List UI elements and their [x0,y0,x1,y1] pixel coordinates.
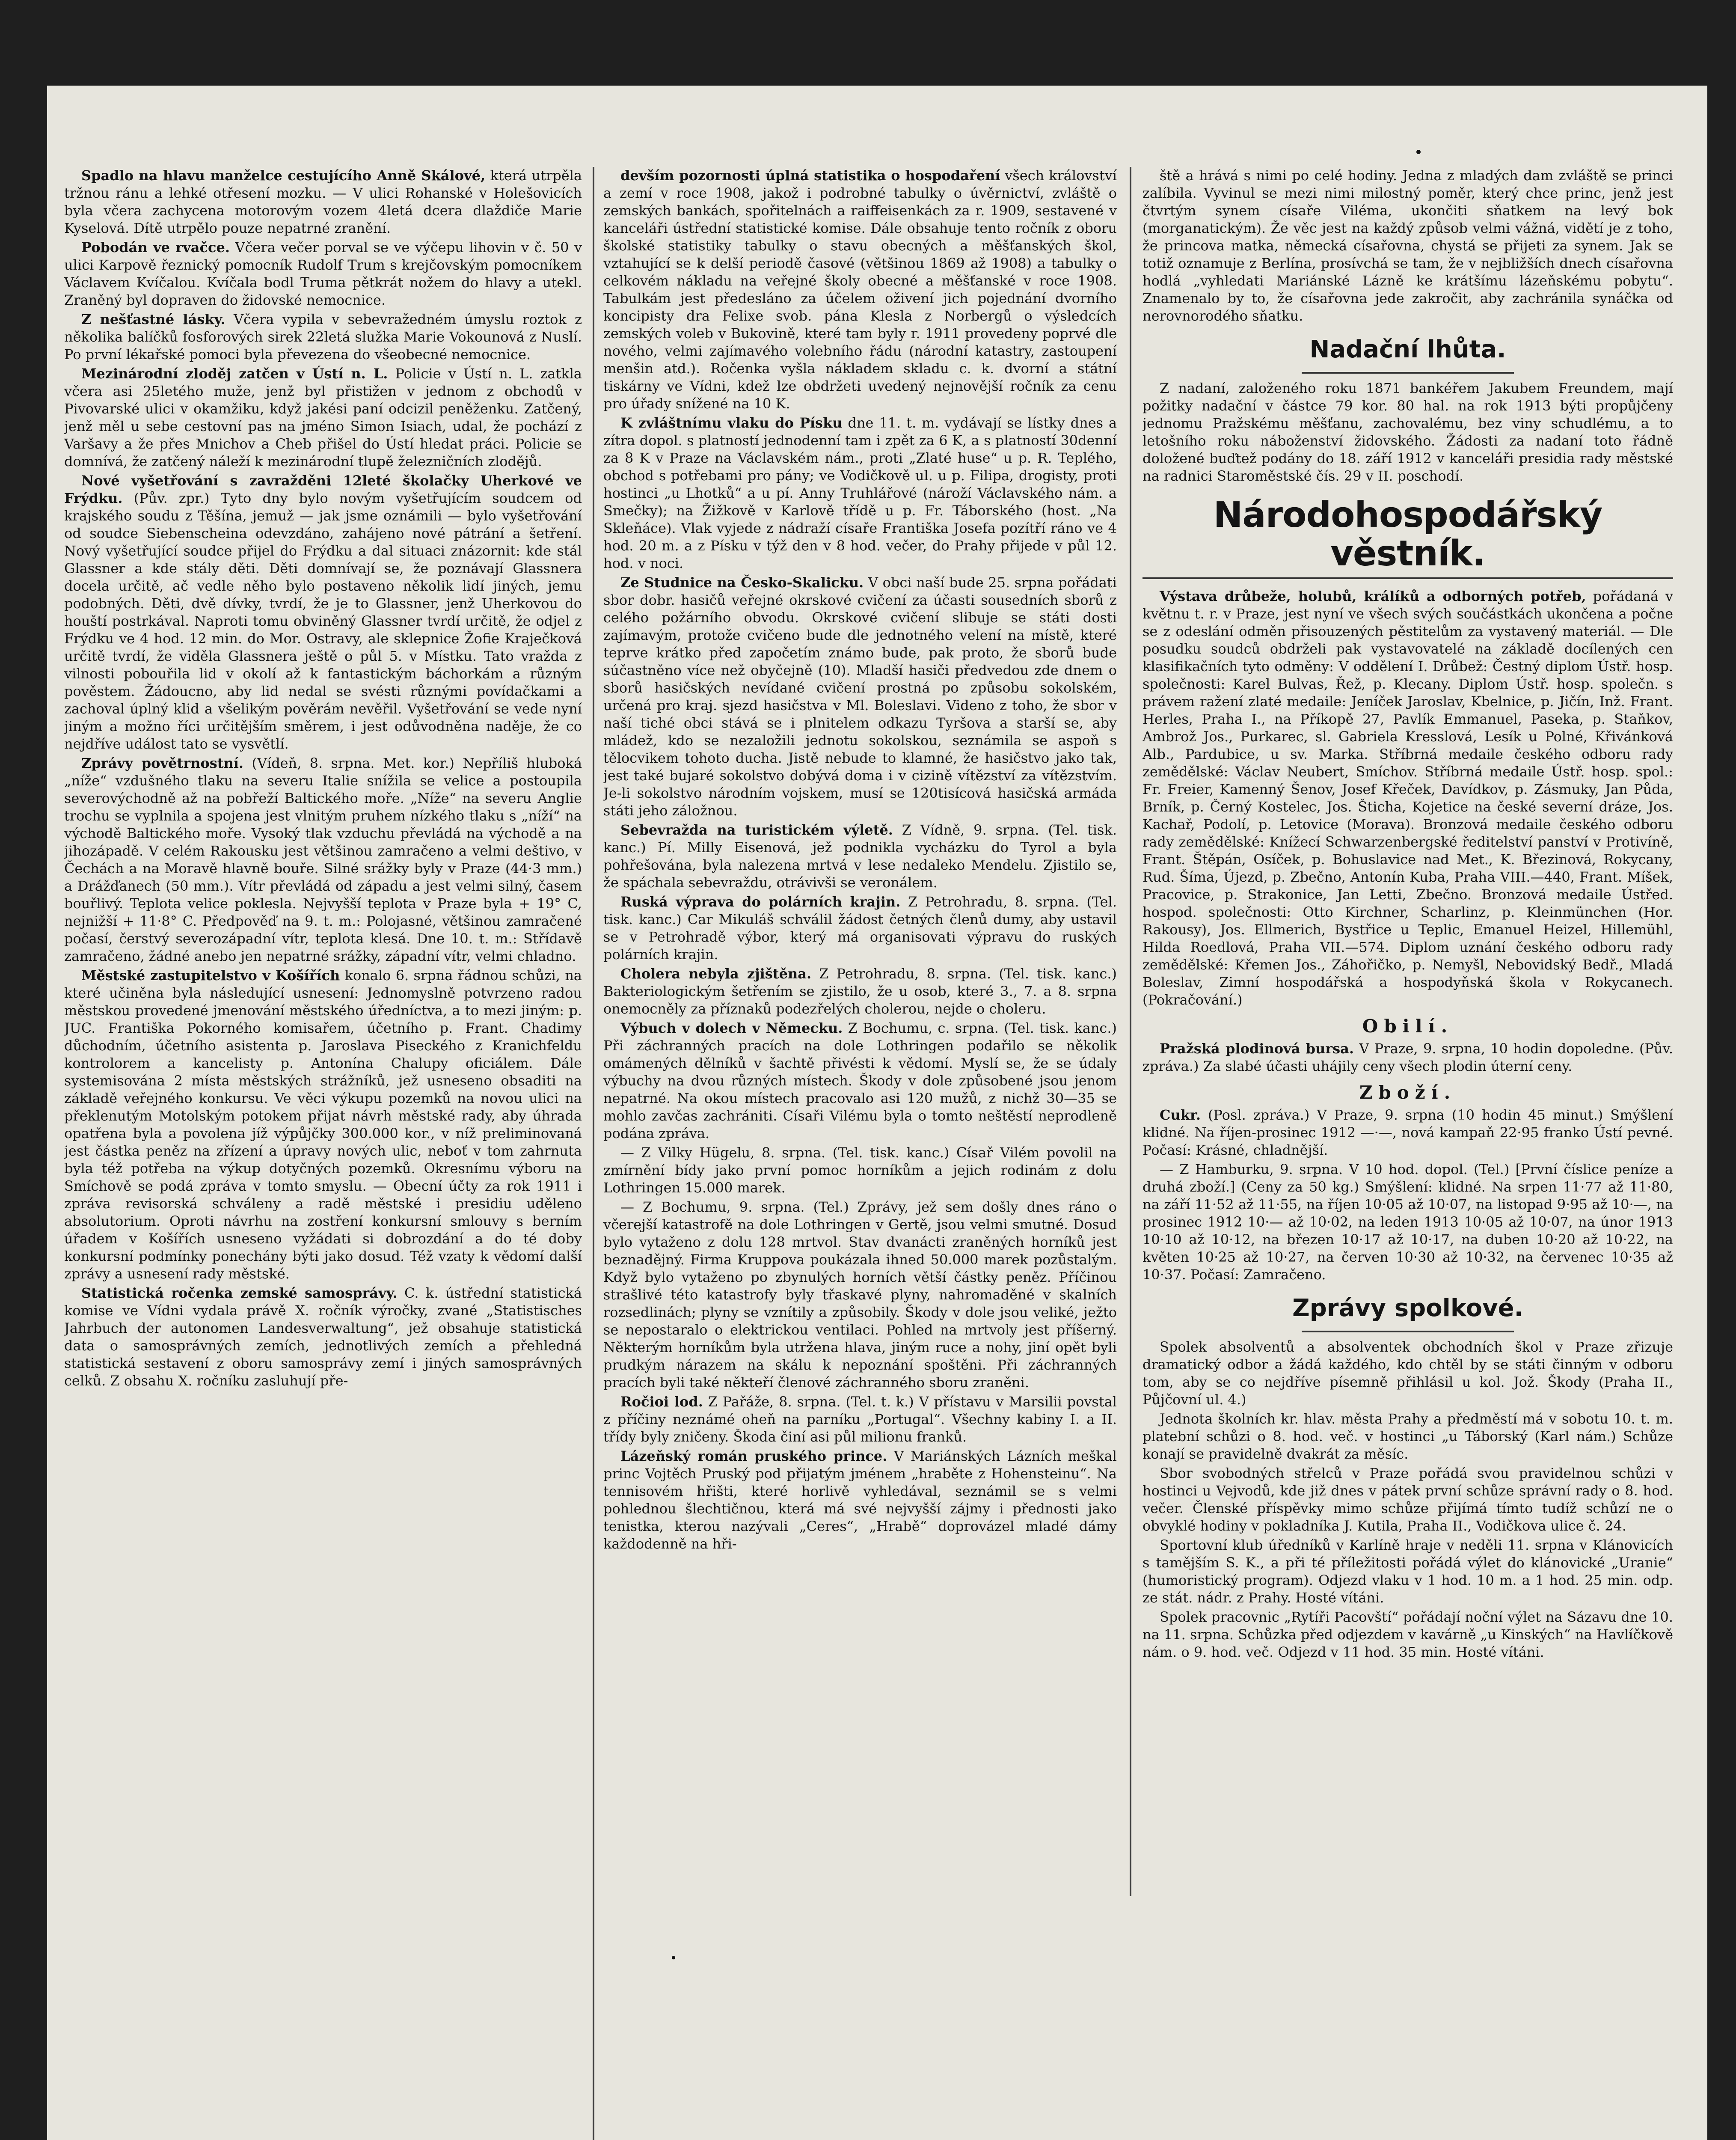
news-item [603,574,1117,820]
news-item-lead: K zvláštnímu vlaku do Písku [620,415,843,431]
news-item-lead: Městské zastupitelstvo v Košířích [81,967,340,984]
news-item-text: C. k. ústřední statistická komise ve Vídni vydala právě X. ročník výročky, zvané „Statistisches Jahrbuch der autonomen Landesverwaltung“, jež obsahuje statistická data o samosprávných zemích, jednotlivých zemích a přehledná statistická sestavení z oboru samosprávy zemí i jiných samosprávných celků. Z obsahu X. ročníku zasluhují pře- [64,1285,582,1389]
news-item-lead: Výbuch v dolech v Německu. [620,1020,843,1036]
news-item [603,1393,1117,1446]
news-item [603,1447,1117,1553]
news-item [603,414,1117,572]
news-item-text: Spolek pracovnic „Rytíři Pacovští“ pořádají noční výlet na Sázavu dne 10. na 11. srpna. Schůzka před odjezdem v kavárně „u Kinských“ na Havlíčkově nám. o 9. hod. več. Odjezd v 11 hod. 35 min. Hosté vítáni. [1142,1609,1673,1660]
heading-rule [1302,1331,1514,1332]
news-item-text: Jednota školních kr. hlav. města Prahy a předměstí má v sobotu 10. t. m. platební schůzi o 8. hod. več. v hostinci „u Táborský (Karl nám.) Schůze konají se pravidelně dvakrát za měsíc. [1142,1411,1673,1462]
section-heading-large: Národohospodářský věstník. [1142,496,1673,579]
news-item-text: (Vídeň, 8. srpna. Met. kor.) Nepříliš hluboká „níže“ vzdušného tlaku na severu Italie snížila se velice a postoupila severovýchodně až na pobřeží Baltického moře. „Níže“ na severu Anglie trochu se vyplnila a spojena jest vlnitým pruhem nízkého tlaku s „níží“ na východě Baltického moře. Vysoký tlak vzduchu převládá na východě a na jihozápadě. V celém Rakousku jest většinou zamračeno a velmi deštivo, v Čechách a na Moravě hlavně bouře. Silné srážky byly v Praze (44·3 mm.) a Drážďanech (50 mm.). Vítr převládá od západu a jest velmi silný, časem bouřlivý. Teplota velice poklesla. Nejvyšší teplota v Praze byla + 19° C, nejnižší + 11·8° C. Předpověď na 9. t. m.: Polojasné, většinou zamračené počasí, čerstvý severozápadní vítr, teplota klesá. Dne 10. t. m.: Střídavě zamračeno, žádné anebo jen nepatrné srážky, západní vítr, velmi chladno. [64,755,582,964]
news-item [64,967,582,1283]
news-item [603,893,1117,963]
news-item [1142,1410,1673,1463]
subsection-heading: Obilí. [1362,1016,1454,1037]
news-item-text: konalo 6. srpna řádnou schůzi, na které učiněna byla následující usnesení: Jednomyslně potvrzeno radou městskou provedené jmenování městského úředníctva, a to mezi jiným: p. JUC. Františka Pokorného komisařem, účetního p. Frant. Chadimy důchodním, účetního asistenta p. Jaroslava Piseckého z Kranichfeldu kontrolorem a kancelisty p. Antonína Chalupy oficiálem. Dále systemisována 2 místa městských strážníků, jež usneseno obsaditi na základě veřejného konkursu. Ve věci výkupu pozemků na novou ulici na překlenutým Motolským potokem přijat návrh městské rady, aby úhrada opatřena byla a povolena jíž výpůjčky 300.000 kor., v níž preliminovaná jest částka peněz na zřízení a úpravy nových ulic, neboť v tom zahrnuta byla též potřeba na výkup dotyčných pozemků. Okresnímu výboru na Smíchově se podá zpráva v tomto smyslu. — Obecní účty za rok 1911 i zpráva revisorská schváleny a radě městské i presidiu uděleno absolutorium. Oproti návrhu na zostření konkursní smlouvy s berním úřadem v Košířích usneseno vyžádati si dobrozdání a do té doby konkursní podmínky ponechány býti jako dosud. Též vzaty k vědomí další zprávy a usnesení rady městské. [64,967,582,1282]
news-item-lead: Mezinárodní zloděj zatčen v Ústí n. L. [81,366,388,382]
news-item-lead: Pražská plodinová bursa. [1160,1040,1354,1057]
news-item-text: — Z Bochumu, 9. srpna. (Tel.) Zprávy, jež sem došly dnes ráno o včerejší katastrofě na dole Lothringen v Gertě, jsou velmi smutné. Dosud bylo vytaženo z dolu 128 mrtvol. Stav dvanácti zraněných horníků jest beznadějný. Firma Kruppova poukázala ihned 50.000 marek pozůstalým. Když bylo vytaženo po zbynulých horních větší částky peněz. Příčinou strašlivé této katastrofy byly třaskavé plyny, nahromaděné v skalních rozsedlinách; plyny se vznítily a způsobily. Škody v dole jsou veliké, ježto se nepostaralo o elektrickou ventilaci. Pohled na mrtvoly jest příšerný. Některým horníkům byla utržena hlava, jiným ruce a nohy, jiní opět byli prudkým nárazem na skálu k nepoznání spoštěni. Při záchranných pracích byli také někteří členové záchranného sboru zraněni. [603,1199,1117,1391]
news-item-text: Včera vypila v sebevražedném úmyslu roztok z několika balíčků fosforových sirek 22letá služka Marie Vokounová z Nuslí. Po první lékařské pomoci byla převezena do všeobecné nemocnice. [64,311,582,363]
news-item-text: Sbor svobodných střelců v Praze pořádá svou pravidelnou schůzi v hostinci u Vejvodů, kde již dnes v pátek první schůze správní rady o 8. hod. večer. Členské příspěvky mimo schůze přijímá tímto tudíž schůzí ne o obvyklé hodiny v pokladníka J. Kutila, Praha II., Vodičkova ulice č. 24. [1142,1465,1673,1534]
news-item [1142,1040,1673,1075]
news-item-text: Z Petrohradu, 8. srpna. (Tel. tisk. kanc.) Car Mikuláš schválil žádost četných členů dumy, aby ustavil se v Petrohradě výbor, který má organisovati výpravu do ruských polárních krajin. [603,894,1117,963]
column-middle [603,167,1117,2140]
news-item-text: (Posl. zpráva.) V Praze, 9. srpna (10 hodin 45 minut.) Smýšlení klidné. Na říjen-prosinec 1912 —·—, nová kampaň 22·95 franko Ústí pevné. Počasí: Krásné, chladnější. [1142,1107,1673,1158]
news-item [64,472,582,753]
news-item [64,365,582,470]
news-item [1142,1608,1673,1661]
news-item [64,239,582,309]
news-item-text: která utrpěla tržnou ránu a lehké otřesení mozku. — V ulici Rohanské v Holešovicích byla včera zachycena motorovým vozem 4letá dcera dlaždiče Marie Kyselová. Dítě utrpělo pouze nepatrné zranění. [64,167,582,236]
section-heading: Nadační lhůta. [1309,336,1506,363]
news-item-lead: Pobodán ve rvačce. [81,239,230,256]
news-item-text: Z Petrohradu, 8. srpna. (Tel. tisk. kanc.) Bakteriologickým šetřením se zjistilo, že u osob, které 3., 7. a 8. srpna onemocněly za příznaků podezřelých cholerou, nejde o choleru. [603,966,1117,1017]
news-item-text: — Z Vilky Hügelu, 8. srpna. (Tel. tisk. kanc.) Císař Vilém povolil na zmírnění bídy jako první pomoc horníkům a jejich rodinám z dolu Lothringen 15.000 marek. [603,1144,1117,1196]
news-item-text: V Mariánských Lázních meškal princ Vojtěch Pruský pod přijatým jménem „hraběte z Hohensteinu“. Na tennisovém hřišti, které horlivě vyhledával, seznámil se s velmi pohlednou šlechtičnou, která má své nejvyšší zájmy i přednosti jako tenistka, kterou nazývali „Ceres“, „Hrabě“ doprovázel mladé dámy každodenně na hři- [603,1448,1117,1552]
news-item-text: Z Pařáže, 8. srpna. (Tel. t. k.) V přístavu v Marsilii povstal z příčiny neznámé oheň na parníku „Portugal“. Všechny kabiny I. a II. třídy byly zničeny. Škoda činí asi půl milionu franků. [603,1394,1117,1445]
news-item [603,1019,1117,1142]
news-item-text: V obci naší bude 25. srpna pořádati sbor dobr. hasičů veřejné okrskové cvičení za účasti sousedních sborů z celého požárního obvodu. Okrskové cvičení slibuje se státi dosti zajímavým, protože cvičeno bude dle jednotného velení na místě, které teprve krátko před započetím známo bude, pak proto, že sborů bude súčastněno více než obyčejně (10). Mladší hasiči předvedou zde dnem o sborů hasičských nevídané cvičení prostná po způsobu sokolském, určená pro kraj. sjezd hasičstva v Ml. Boleslavi. Videno z toho, že sbor v naší tiché obci stává se i plnitelem odkazu Tyršova a starší se, aby mládež, kdo se nezaložili jednotu sokolskou, seznámila se aspoň s tělocvikem tohoto ducha. Jistě nebude to klamné, že hasičstvo jako tak, jest také bujaré sokolstvo dobývá doma i v cizině vítězství za vítězstvím. Je-li sokolstvo národním vojskem, musí se 120tisícová hasičská armáda státi jeho záložnou. [603,574,1117,819]
print-speck [672,1956,675,1959]
news-item-lead: Cholera nebyla zjištěna. [620,966,812,982]
news-item [603,167,1117,413]
news-item [1142,1465,1673,1535]
news-item [64,167,582,237]
news-item-text: Sportovní klub úředníků v Karlíně hraje v neděli 11. srpna v Klánovicích s tamějším S. K., a při té příležitosti pořádá výlet do klánovické „Uranie“ (humoristický program). Odjezd vlaku v 1 hod. 10 m. a 1 hod. 25 min. odp. ze stát. nádr. z Prahy. Hosté vítáni. [1142,1537,1673,1606]
news-item [1142,1338,1673,1409]
news-item-text: (Pův. zpr.) Tyto dny bylo novým vyšetřujícím soudcem od krajského soudu z Těšína, jemuž — jak jsme oznámili — bylo vyšetřování od soudce Siebenscheina odevzdáno, zahájeno nové pátrání a šetření. Nový vyšetřující soudce přijel do Frýdku a dal situaci znázornit: kde stál Glassner a kde stály děti. Děti domnívají se, že poznávají Glassnera docela určitě, ač vedle něho bylo postaveno několik lidí jiných, jemu podobných. Děti, dvě dívky, tvrdí, že je to Glassner, jenž Uherkovou do houští postrkával. Naproti tomu obviněný Glassner tvrdí určitě, že odjel z Frýdku ve 4 hod. 12 min. do Mor. Ostravy, ale sklepnice Žofie Kraječková určitě tvrdí, že viděla Glassnera ještě o půl 5. v Místku. Tato vražda z vilnosti pobouřila lid v okolí až k fantastickým báchorkám a různým pověstem. Žádoucno, aby lid nedal se svésti různými povídačkami a zachoval úplný klid a všelikým pověrám nevěřil. Vyšetřování se vede nyní jiným a možno říci určitějším směrem, i jest odůvodněna naděje, že co nejdříve událost tato se vysvětlí. [64,490,582,752]
news-item [603,965,1117,1018]
news-item [1142,1161,1673,1284]
news-item-text: Z Vídně, 9. srpna. (Tel. tisk. kanc.) Pí. Milly Eisenová, jež podnikla vycházku do Tyrol a byla pohřešována, byla nalezena mrtvá v lese nedaleko Mendelu. Zjistilo se, že spáchala sebevraždu, otrávivši se veronálem. [603,822,1117,891]
news-item-lead: Lázeňský román pruského prince. [620,1448,887,1464]
news-item-lead: Nové vyšetřování s zavražděni 12leté školačky Uherkové ve Frýdku. [64,473,582,506]
news-item [64,1284,582,1390]
print-speck [1416,150,1421,154]
news-item-text: pořádaná v květnu t. r. v Praze, jest nyní ve všech svých součástkách ukončena a počne se z odeslání odměn přisouzených pěstitelům za vystavený materiál. — Dle posudku soudců obdrželi pak vystavovatelé na základě docílených cen klasifikačních tyto odměny: V oddělení I. Drůbež: Čestný diplom Ústř. hosp. společnosti: Karel Bulvas, Řež, p. Klecany. Diplom Ústř. hosp. společn. s právem ražení zlaté medaile: Jeníček Jaroslav, Kbelnice, p. Jičín, Inž. Frant. Herles, Praha I., na Příkopě 27, Pavlík Emmanuel, Paseka, p. Staňkov, Ambrož Jos., Purkarec, sl. Gabriela Kresslová, Lesík u Polné, Křivánková Alb., Pardubice, u sv. Marka. Stříbrná medaile českého odboru rady zemědělské: Václav Neubert, Smíchov. Stříbrná medaile Ústř. hosp. spol.: Fr. Freier, Kamenný Šenov, Josef Křeček, Davídkov, p. Zásmuky, Jan Půda, Brník, p. Černý Kostelec, Jos. Šticha, Kojetice na české severní dráze, Jos. Kachař, Podolí, p. Letovice (Morava). Bronzová medaile českého odboru rady zemědělské: Knížecí Schwarzenbergské ředitelství panství v Protivíně, Frant. Štěpán, Osíček, p. Bohuslavice nad Met., K. Březinová, Rokycany, Rud. Šíma, Újezd, p. Zbečno, Antonín Kuba, Praha VIII.—440, Frant. Míšek, Pracovice, p. Strakonice, Jan Letti, Zbečno. Bronzová medaile Ústřed. hospod. společnosti: Otto Kirchner, Scharlinz, p. Kleinmünchen (Hor. Rakousy), Jos. Ellmerich, Bystřice u Teplic, Emanuel Heizel, Hillemühl, Hilda Roedlová, Praha VII.—574. Diplom uznání českého odboru rady zemědělské: Křemen Jos., Záhořičko, p. Nemyšl, Nebovidský Bedř., Mladá Boleslav, Zimní hospodářská a hospodyňská škola v Rokycanech. (Pokračování.) [1142,588,1673,1008]
news-item-lead: devším pozornosti úplná statistika o hospodaření [620,167,1000,184]
column-rule [593,167,594,2140]
news-item-lead: Cukr. [1160,1107,1201,1123]
news-item [603,1198,1117,1391]
news-item-lead: Ruská výprava do polárních krajin. [620,894,901,910]
column-left [64,167,582,2140]
news-item [603,821,1117,892]
news-item-lead: Statistická ročenka zemské samosprávy. [81,1285,398,1301]
newspaper-page [47,86,1707,2140]
news-item-lead: Sebevražda na turistickém výletě. [620,822,893,838]
news-item [1142,588,1673,1009]
section-heading: Zprávy spolkové. [1292,1294,1523,1322]
news-item-text: všech království a zemí v roce 1908, jakož i podrobné tabulky o úvěrnictví, zvláště o zemských bankách, spořitelnách a raiffeisenkách za r. 1909, sestavené v kanceláři ústřední statistické komise. Dále obsahuje tento ročník z oboru školské statistiky tabulky o stavu obecných a měšťanských škol, vztahující se k delší periodě časové (většinou 1869 až 1908) a tabulky o celkovém nákladu na veřejné školy obecné a měšťanské v roce 1908. Tabulkám jest předesláno za účelem oživení jich pojednání dvorního koncipisty dra Felixe svob. pána Klesla z Norbergů o výsledcích zemských voleb v Bukovině, které tam byly r. 1911 provedeny poprvé dle nového, velmi zajímavého volebního řádu (národní katastry, zastoupení menšin atd.). Ročenka vyšla nákladem skladu c. k. dvorní a státní tiskárny ve Vídni, kdež lze obdržeti uvedený nejnovější ročník za cenu pro úřady snížené na 10 K. [603,167,1117,412]
news-item-lead: Ročioi lod. [620,1394,703,1410]
news-item-text: Spolek absolventů a absolventek obchodních škol v Praze zřizuje dramatický odbor a žádá každého, kdo chtěl by se státi činným v odboru tom, aby se co nejdříve písemně přihlásil u kol. Jož. Škody (Praha II., Půjčovní ul. 4.) [1142,1339,1673,1408]
news-item-lead: Spadlo na hlavu manželce cestujícího Anně Skálové, [81,167,486,184]
news-item [1142,1537,1673,1607]
news-item-lead: Výstava drůbeže, holubů, králíků a odborných potřeb, [1160,588,1586,604]
column-right [1142,167,1673,1900]
news-item-text: ště a hrává s nimi po celé hodiny. Jedna z mladých dam zvláště se princi zalíbila. Vyvinul se mezi nimi milostný poměr, který chce princ, jenž jest čtvrtým synem císaře Viléma, ukončiti sňatkem na levý bok (morganatickým). Že věc jest na každý způsob velmi vážná, vidětí je z toho, že princova matka, německá císařovna, chystá se přijeti za synem. Jak se totiž oznamuje z Berlína, prosívchá se tam, že v nejbližších dnech císařovna hodlá „vyhledati Mariánské Lázně ke krátšímu lázeňskému pobytu“. Znamenalo by to, že císařovna jede zakročit, aby zachránila synáčka od nerovnorodého sňatku. [1142,167,1673,324]
news-item-lead: Zprávy povětrnostní. [81,755,244,771]
news-item-text: Z nadaní, založeného roku 1871 bankéřem Jakubem Freundem, mají požitky nadační v částce 79 kor. 80 hal. na rok 1913 býti propůjčeny jednomu Pražskému měšťanu, zachovalému, bez viny schudlému, a to letošního roku náboženství židovského. Žádosti za nadaní toto řádně doložené buďtež podány do 18. září 1912 v kanceláři presidia rady městské na radnici Staroměstské čís. 29 v II. poschodí. [1142,380,1673,484]
news-item-text: Policie v Ústí n. L. zatkla včera asi 25letého muže, jenž byl přistižen v jednom z obchodů v Pivovarské ulici v okamžiku, když jakési paní odcizil peněženku. Zatčený, jenž měl u sebe cestovní pas na jméno Simon Isiach, udal, že pochází z Varšavy a že přes Mnichov a Cheb přišel do Ústí hledat práci. Policie se domnívá, že zatčený náleží k mezinárodní tlupě železničních zlodějů. [64,366,582,470]
column-rule [1130,167,1131,1896]
heading-rule [1302,372,1514,374]
subsection-heading: Zboží. [1359,1082,1457,1103]
news-item [1142,380,1673,485]
news-item-lead: Z nešťastné lásky. [81,311,226,327]
news-item-text: Včera večer porval se ve výčepu lihovin v č. 50 v ulici Karpově řeznický pomocník Rudolf Trum s krejčovským pomocníkem Václavem Kvíčalou. Kvíčala bodl Truma pětkrát nožem do hlavy a utekl. Zraněný byl dopraven do židovské nemocnice. [64,239,582,308]
news-item-text: V Praze, 9. srpna, 10 hodin dopoledne. (Pův. zpráva.) Za slabé účasti uhájily ceny všech plodin úterní ceny. [1142,1040,1673,1074]
news-item-lead: Ze Studnice na Česko-Skalicku. [620,574,864,591]
news-item-text: Z Bochumu, c. srpna. (Tel. tisk. kanc.) Při záchranných pracích na dole Lothringen podařilo se několik omámených dělníků v šachtě přivésti k vědomí. Myslí se, že se údaly výbuchy na dvou různých místech. Škody v dole způsobené jsou jenom nepatrné. Na okou místech pracovalo asi 120 mužů, z nichž 30—35 se mohlo zavčas zachrániti. Císaři Vilému byla o tomto neštěstí neprodleně podána zpráva. [603,1020,1117,1141]
news-item-text: — Z Hamburku, 9. srpna. V 10 hod. dopol. (Tel.) [První číslice peníze a druhá zboží.] (Ceny za 50 kg.) Smýšlení: klidné. Na srpen 11·77 až 11·80, na září 11·52 až 11·55, na říjen 10·05 až 10·07, na listopad 9·95 až 10·—, na prosinec 1912 10·— až 10·02, na leden 1913 10·05 až 10·07, na únor 1913 10·10 až 10·12, na březen 10·17 až 10·17, na duben 10·20 až 10·22, na květen 10·25 až 10·27, na červen 10·30 až 10·32, na červenec 10·35 až 10·37. Počasí: Zamračeno. [1142,1161,1673,1283]
news-item [64,311,582,363]
news-item-text: dne 11. t. m. vydávají se lístky dnes a zítra dopol. s platností jednodenní tam i zpět za 6 K, a s platností 30denní za 8 K v Praze na Václavském nám., proti „Zlaté huse“ u p. R. Teplého, obchod s potřebami pro pány; ve Vodičkově ul. u p. Filipa, drogisty, proti hostinci „u Lhotků“ a u pí. Anny Truhlářové (nároží Václavského nám. a Smečky); na Žižkově v Karlově třídě u p. Fr. Táborského (host. „Na Skleňáce). Vlak vyjede z nádraží císaře Františka Josefa pozítří ráno ve 4 hod. 20 m. a z Písku v týž den v 8 hod. večer, do Prahy přijede v půl 12. hod. v noci. [603,415,1117,571]
news-item [603,1144,1117,1197]
news-item [1142,167,1673,325]
news-item [64,755,582,965]
news-item [1142,1106,1673,1159]
